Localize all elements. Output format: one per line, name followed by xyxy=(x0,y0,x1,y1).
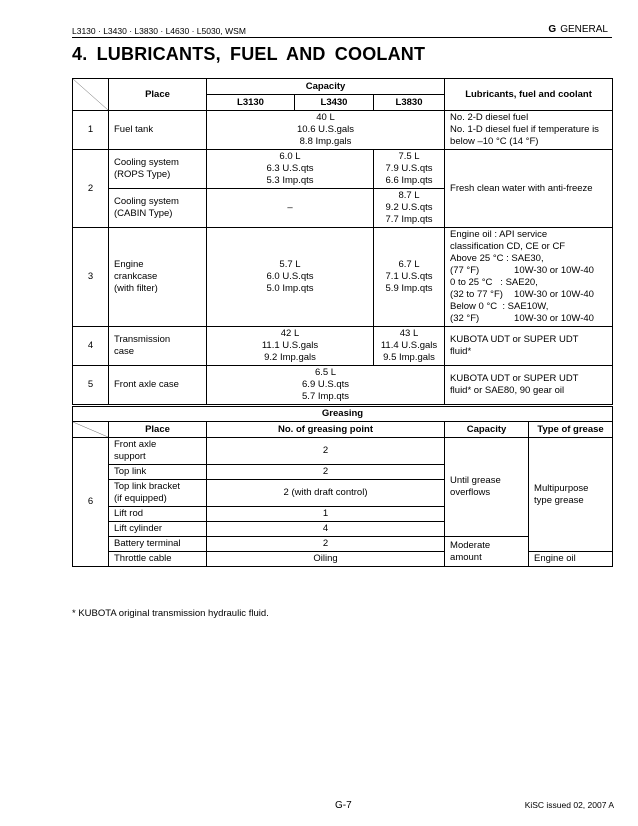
place-line: crankcase xyxy=(114,271,158,282)
lubricant-cell xyxy=(445,327,613,366)
capacity-cell xyxy=(207,150,374,189)
capacity-cell xyxy=(445,438,529,537)
capacity-line: 9.2 Imp.gals xyxy=(264,352,316,363)
lubricant-cell xyxy=(445,111,613,150)
table-row-front-axle xyxy=(73,366,613,406)
capacity-cell xyxy=(207,228,374,327)
capacity-line: 8.7 L xyxy=(398,190,420,201)
place-line: (ROPS Type) xyxy=(114,169,171,180)
place-line: Cooling system xyxy=(114,157,179,168)
place-cell: Fuel tank xyxy=(109,111,207,150)
lubricant-line: below –10 °C (14 °F) xyxy=(450,136,539,147)
row-number: 1 xyxy=(73,111,109,150)
header-model-l3830: L3830 xyxy=(374,95,445,111)
capacity-line: 6.5 L xyxy=(314,367,337,378)
capacity-line: 7.7 Imp.qts xyxy=(385,214,433,225)
header-model-l3130: L3130 xyxy=(207,95,295,111)
points-cell: 2 xyxy=(207,537,445,552)
place-cell: Top link xyxy=(109,465,207,480)
capacity-line: 6.0 L xyxy=(279,151,301,162)
lubricant-cell xyxy=(445,228,613,327)
capacity-cell xyxy=(207,366,445,406)
lubricant-line: fluid* xyxy=(450,346,472,357)
place-cell xyxy=(109,327,207,366)
capacity-line: amount xyxy=(450,551,482,563)
capacity-cell xyxy=(374,150,445,189)
greasing-header-place: Place xyxy=(109,422,207,438)
points-cell: 4 xyxy=(207,522,445,537)
temp-f: (32 °F) xyxy=(450,313,480,324)
header-place: Place xyxy=(109,79,207,111)
page-title: 4. LUBRICANTS, FUEL AND COOLANT xyxy=(72,44,426,64)
points-cell: 1 xyxy=(207,507,445,522)
lubricant-line: No. 1-D diesel fuel if temperature is xyxy=(450,124,599,135)
capacity-line: 7.1 U.S.qts xyxy=(385,271,433,282)
points-cell: Oiling xyxy=(207,552,445,567)
place-cell xyxy=(109,150,207,189)
place-line: (CABIN Type) xyxy=(114,208,173,219)
lubricants-table xyxy=(72,78,613,567)
lubricant-line: 0 to 25 °C : SAE20, xyxy=(450,277,538,288)
capacity-line: 8.8 Imp.gals xyxy=(299,136,352,147)
temp-f: (77 °F) xyxy=(450,265,480,276)
header-section xyxy=(548,24,608,35)
issued-note: KiSC issued 02, 2007 A xyxy=(524,800,614,810)
place-cell: Lift rod xyxy=(109,507,207,522)
place-cell: Battery terminal xyxy=(109,537,207,552)
place-line: Front axle xyxy=(114,439,157,450)
capacity-line: 42 L xyxy=(280,328,300,339)
place-line: (if equipped) xyxy=(114,493,167,504)
capacity-line: 5.0 Imp.qts xyxy=(266,283,314,294)
capacity-line: 6.9 U.S.qts xyxy=(302,379,350,390)
type-line: type grease xyxy=(534,494,584,506)
row-number: 5 xyxy=(73,366,109,406)
oil-grade: 10W-30 or 10W-40 xyxy=(514,289,594,300)
capacity-line: 6.3 U.S.qts xyxy=(266,163,314,174)
points-cell: 2 xyxy=(207,438,445,465)
place-cell xyxy=(109,438,207,465)
greasing-header-capacity: Capacity xyxy=(445,422,529,438)
header-models: L3130 · L3430 · L3830 · L4630 · L5030, WSM xyxy=(72,26,246,36)
greasing-row xyxy=(73,438,613,465)
capacity-cell xyxy=(207,327,374,366)
capacity-line: 40 L xyxy=(316,112,335,123)
capacity-line: 43 L xyxy=(399,328,419,339)
capacity-line: 6.6 Imp.qts xyxy=(385,175,433,186)
lubricant-line xyxy=(450,289,607,301)
place-cell xyxy=(109,189,207,228)
table-row-transmission xyxy=(73,327,613,366)
capacity-line: overflows xyxy=(450,487,491,498)
row-number: 6 xyxy=(73,438,109,567)
place-line: (with filter) xyxy=(114,283,158,294)
place-cell: Throttle cable xyxy=(109,552,207,567)
section-letter: G xyxy=(548,24,557,35)
capacity-line: 5.7 Imp.qts xyxy=(302,391,350,402)
capacity-line: 6.7 L xyxy=(398,259,420,270)
row-number: 2 xyxy=(73,150,109,228)
lubricant-line xyxy=(450,265,607,277)
lubricant-cell: Fresh clean water with anti-freeze xyxy=(445,150,613,228)
capacity-line: 7.5 L xyxy=(398,151,420,162)
type-cell: Engine oil xyxy=(529,552,613,567)
lubricant-line: No. 2-D diesel fuel xyxy=(450,112,529,123)
section-name: GENERAL xyxy=(560,24,608,35)
place-line: case xyxy=(114,346,135,357)
capacity-cell xyxy=(374,228,445,327)
capacity-cell xyxy=(374,327,445,366)
lubricant-line: KUBOTA UDT or SUPER UDT xyxy=(450,373,579,384)
page-number: G-7 xyxy=(335,800,352,811)
capacity-cell xyxy=(207,111,445,150)
place-line: support xyxy=(114,451,146,462)
footnote: * KUBOTA original transmission hydraulic fluid. xyxy=(72,608,269,619)
header-model-l3430: L3430 xyxy=(295,95,374,111)
table-row-fuel-tank xyxy=(73,111,613,150)
lubricant-cell xyxy=(445,366,613,406)
capacity-line: 9.2 U.S.qts xyxy=(385,202,433,213)
header-lubricants: Lubricants, fuel and coolant xyxy=(445,79,613,111)
greasing-title: Greasing xyxy=(73,406,613,422)
lubricant-line: Above 25 °C : SAE30, xyxy=(450,253,544,264)
oil-grade: 10W-30 or 10W-40 xyxy=(514,313,594,324)
lubricant-line: Engine oil : API service xyxy=(450,229,548,240)
capacity-cell xyxy=(445,537,529,567)
lubricant-line: classification CD, CE or CF xyxy=(450,241,566,252)
greasing-row xyxy=(73,552,613,567)
capacity-line: 10.6 U.S.gals xyxy=(296,124,355,135)
place-line: Transmission xyxy=(114,334,171,345)
type-cell xyxy=(529,438,613,552)
diagonal-corner-cell xyxy=(73,79,109,111)
lubricant-line: Below 0 °C : SAE10W, xyxy=(450,301,549,312)
place-cell: Lift cylinder xyxy=(109,522,207,537)
table-row-engine-crankcase xyxy=(73,228,613,327)
type-line: Multipurpose xyxy=(534,482,589,494)
greasing-header-points: No. of greasing point xyxy=(207,422,445,438)
capacity-line: 9.5 Imp.gals xyxy=(383,352,435,363)
lubricant-line: fluid* or SAE80, 90 gear oil xyxy=(450,385,565,396)
lubricant-line xyxy=(450,313,607,325)
capacity-line: 7.9 U.S.qts xyxy=(385,163,433,174)
capacity-line: 5.3 Imp.qts xyxy=(266,175,314,186)
row-number: 3 xyxy=(73,228,109,327)
place-cell xyxy=(109,228,207,327)
place-line: Top link bracket xyxy=(114,481,181,492)
capacity-line: Moderate xyxy=(450,539,491,551)
place-cell: Front axle case xyxy=(109,366,207,406)
lubricant-line: KUBOTA UDT or SUPER UDT xyxy=(450,334,579,345)
capacity-cell xyxy=(374,189,445,228)
greasing-header-type: Type of grease xyxy=(529,422,613,438)
oil-grade: 10W-30 or 10W-40 xyxy=(514,265,594,276)
header-capacity: Capacity xyxy=(207,79,445,95)
capacity-line: 11.4 U.S.gals xyxy=(380,340,438,351)
capacity-line: Until grease xyxy=(450,475,501,486)
header-rule xyxy=(72,37,612,38)
points-cell: 2 (with draft control) xyxy=(207,480,445,507)
points-cell: 2 xyxy=(207,465,445,480)
place-line: Cooling system xyxy=(114,196,179,207)
capacity-line: 5.7 L xyxy=(279,259,301,270)
capacity-line: 5.9 Imp.qts xyxy=(385,283,433,294)
temp-f: (32 to 77 °F) xyxy=(450,289,503,300)
capacity-cell: – xyxy=(207,189,374,228)
place-line: Engine xyxy=(114,259,144,270)
capacity-line: 11.1 U.S.gals xyxy=(261,340,319,351)
row-number: 4 xyxy=(73,327,109,366)
table-row-cooling-rops xyxy=(73,150,613,189)
capacity-line: 6.0 U.S.qts xyxy=(266,271,314,282)
diagonal-corner-cell xyxy=(73,422,109,438)
place-cell xyxy=(109,480,207,507)
